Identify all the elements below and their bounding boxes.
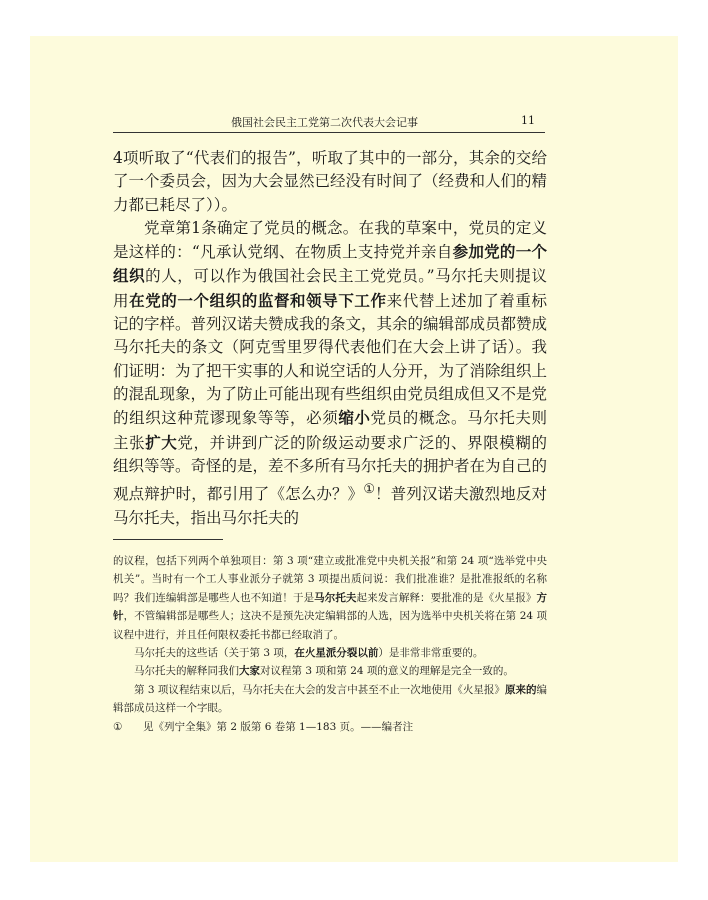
text-span: 起来发言解释：要批准的是《火星报》 (356, 591, 537, 604)
note-paragraph-2 (113, 644, 547, 662)
editor-footnote (113, 718, 547, 736)
text-span: 党员的概念。马尔托夫则主张 (113, 409, 547, 452)
emphasis: 缩小 (338, 408, 371, 428)
emphasis: 扩大 (145, 432, 178, 452)
text-span: ！普列汉诺夫激烈地反对马尔托夫，指出马尔托夫的 (113, 485, 547, 527)
text-span: 党，并讲到广泛的阶级运动要求广泛的、界限模糊的组织等等。奇怪的是，差不多所有马尔托夫的拥护者在为自己的观点辩护时，都引用了《怎么办？》 (113, 433, 548, 504)
footnote-marker: ① (113, 720, 123, 733)
paragraph-2 (113, 217, 547, 530)
text-span: ，不管编辑部是哪些人；这决不是预先决定编辑部的人选，因为选举中央机关将在第 24 项议程中进行，并且任何限权委托书都已经取消了。 (113, 610, 548, 641)
emphasis: 原来的 (504, 683, 537, 696)
emphasis: 方针 (113, 591, 548, 623)
emphasis: 在火星派分裂以前 (294, 647, 379, 660)
note-paragraph-3 (113, 662, 547, 680)
footnote-rule (113, 539, 223, 540)
text-span: 的议程，包括下列两个单独项目：第 3 项“建立或批准党中央机关报”和第 24 项“选举党中央机关”。当时有一个工人事业派分子就第 3 项提出质问说：我们批准谁？是批准报纸的名称吗？我们连编辑部是哪些人也不知道！于是 (113, 555, 547, 604)
footnote-reference: ① (363, 482, 376, 498)
text-span: 第 3 项议程结束以后，马尔托夫在大会的发言中甚至不止一次地使用《火星报》 (134, 683, 505, 696)
text-span: 编辑部成员这样一个字眼。 (113, 683, 548, 715)
paragraph-1: 4项听取了“代表们的报告”，听取了其中的一部分，其余的交给了一个委员会，因为大会显然已经没有时间了（经费和人们的精力都已耗尽了））。 (113, 149, 548, 214)
text-span: 党章第1条确定了党员的概念。在我的草案中，党员的定义是这样的：“凡承认党纲、在物质上支持党并亲自 (113, 218, 547, 262)
body-text (113, 147, 547, 530)
footnote-text: 见《列宁全集》第 2 版第 6 卷第 1—183 页。——编者注 (143, 720, 414, 733)
running-header (113, 112, 545, 133)
note-continuation (113, 552, 547, 644)
text-span: 来代替上述加了着重标记的字样。普列汉诺夫赞成我的条文，其余的编辑部成员都赞成马尔托夫的条文（阿克雪里罗得代表他们在大会上讲了话）。我们证明：为了把干实事的人和说空话的人分开，为了消除组织上的混乱现象，为了防止可能出现有些组织由党员组成但又不是党的组织这种荒谬现象等等，必须 (113, 291, 548, 428)
page-number: 11 (521, 114, 535, 127)
emphasis: 在党的一个组织的监督和领导下工作 (129, 290, 387, 310)
footnotes (113, 552, 547, 736)
text-span: 马尔托夫的解释同我们 (134, 665, 239, 678)
emphasis: 马尔托夫 (314, 591, 357, 604)
text-span: 马尔托夫的这些话（关于第 3 项， (134, 647, 295, 660)
emphasis: 参加党的一个组织 (113, 242, 547, 286)
header-title: 俄国社会民主工党第二次代表大会记事 (231, 116, 418, 129)
text-span: 的人，可以作为俄国社会民主工党党员。”马尔托夫则提议用 (113, 267, 547, 310)
note-paragraph-4 (113, 681, 547, 718)
emphasis: 大家 (239, 665, 260, 678)
text-span: 对议程第 3 项和第 24 项的意义的理解是完全一致的。 (260, 665, 514, 678)
text-span: ）是非常非常重要的。 (378, 647, 484, 660)
